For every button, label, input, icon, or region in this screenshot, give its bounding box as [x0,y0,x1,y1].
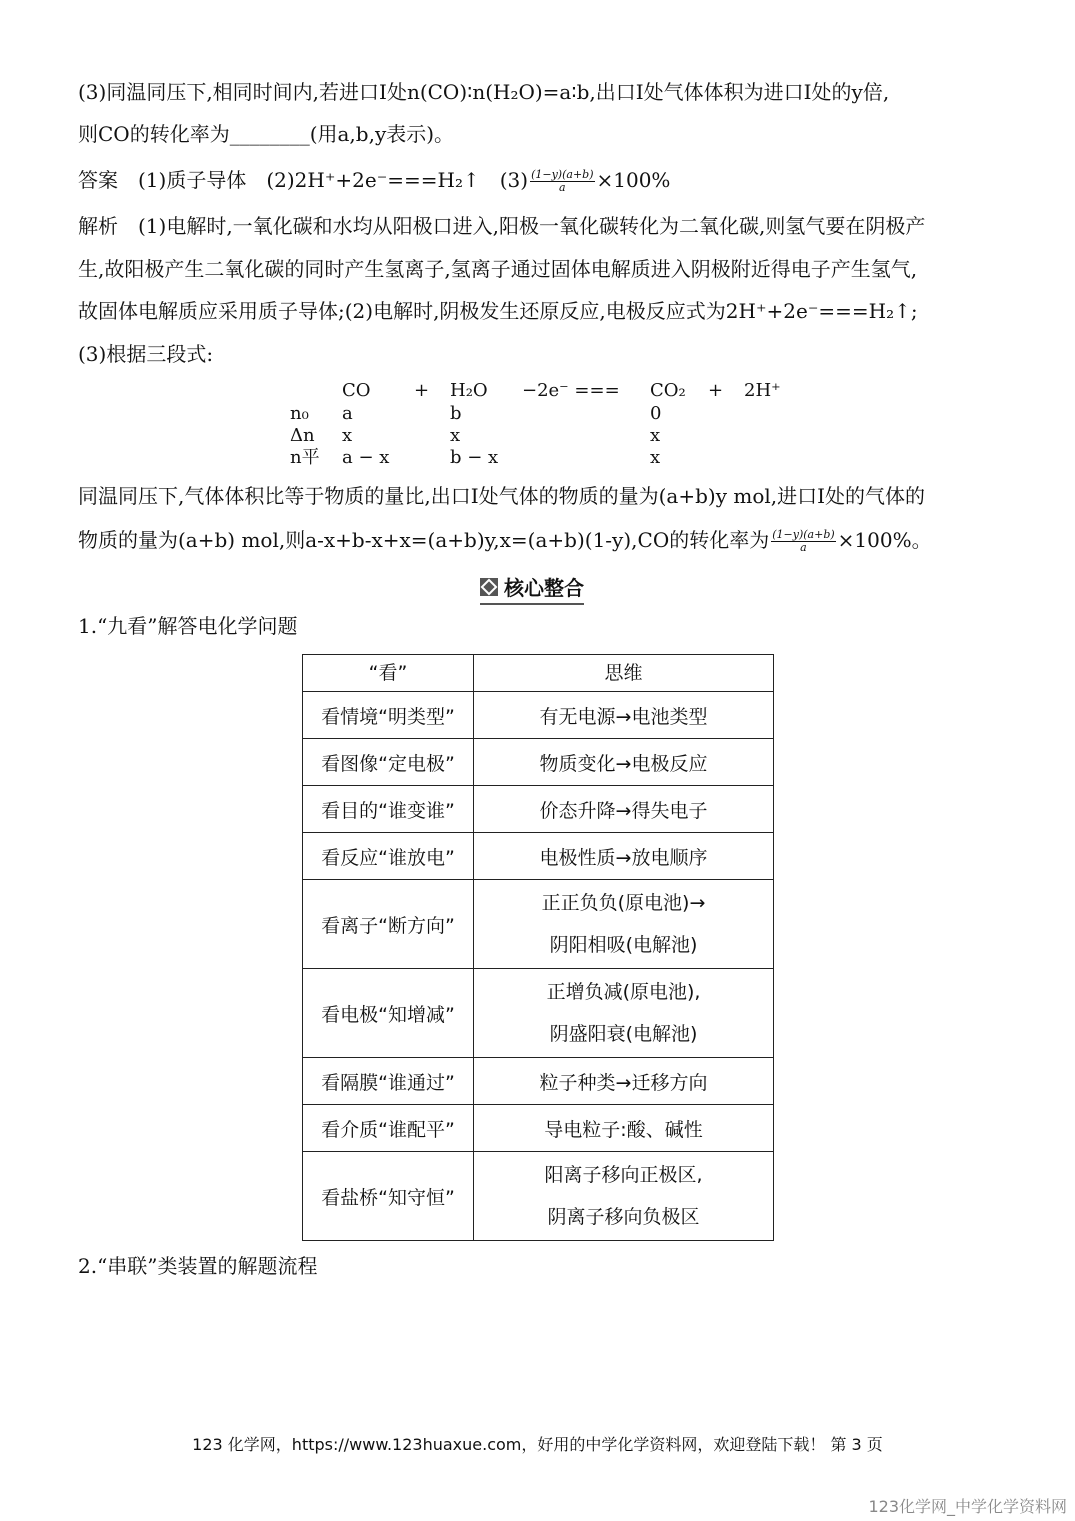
table-row [303,969,774,1058]
analysis-line2: 生,故阳极产生二氧化碳的同时产生氢离子,氢离子通过固体电解质进入阴极附近得电子产生氢气, [78,257,918,281]
table-row [303,1105,774,1152]
diamond-icon [480,578,498,596]
table-cell-think: 有无电源→电池类型 [474,692,774,739]
eq-co: CO [342,380,371,401]
table-cell-think: 物质变化→电极反应 [474,739,774,786]
table-cell-look: 看隔膜“谁通过” [303,1058,474,1105]
table-cell-think: 阳离子移向正极区, 阴离子移向负极区 [474,1152,774,1241]
table-row [303,1058,774,1105]
section-heading [480,572,584,605]
answer-line [78,166,670,194]
conclusion-fraction-numerator: (1−y)(a+b) [772,528,835,541]
table-row [303,833,774,880]
table-cell-look: 看离子“断方向” [303,880,474,969]
conclusion-fraction-denominator: a [800,541,807,554]
row-label-n0: n₀ [290,403,309,424]
eq-plus-2: + [708,380,724,401]
table-row [303,880,774,969]
row-delta-co: x [342,425,353,446]
table-cell-look: 看情境“明类型” [303,692,474,739]
nine-look-table [302,654,774,1241]
table-cell-think: 导电粒子:酸、碱性 [474,1105,774,1152]
conclusion-suffix: ×100%。 [837,528,932,552]
table-cell-look: 看盐桥“知守恒” [303,1152,474,1241]
table-header-look: “看” [303,655,474,692]
analysis-line4: (3)根据三段式: [78,342,214,366]
row-label-delta: Δn [290,425,315,446]
question-3-line1: (3)同温同压下,相同时间内,若进口Ⅰ处n(CO)∶n(H₂O)=a∶b,出口Ⅰ处气体体积为进口Ⅰ处的y倍, [78,80,890,104]
analysis-line3: 故固体电解质应采用质子导体;(2)电解时,阴极发生还原反应,电极反应式为2H⁺+2e⁻===H₂↑; [78,299,918,323]
row-nping-co2: x [650,447,661,468]
table-cell-look: 看电极“知增减” [303,969,474,1058]
eq-electrons: −2e⁻ === [522,380,620,401]
table-header-row [303,655,774,692]
table-row [303,1152,774,1241]
table-cell-think: 粒子种类→迁移方向 [474,1058,774,1105]
answer-fraction-denominator: a [559,181,566,194]
conclusion-prefix: 物质的量为(a+b) mol,则a-x+b-x+x=(a+b)y,x=(a+b)(1-y),CO的转化率为 [78,528,770,552]
table-cell-look: 看图像“定电极” [303,739,474,786]
row-n0-co2: 0 [650,403,662,424]
table-cell-think: 电极性质→放电顺序 [474,833,774,880]
row-nping-co: a − x [342,447,390,468]
row-nping-h2o: b − x [450,447,499,468]
row-label-nping: n平 [290,447,320,468]
answer-suffix: ×100% [596,168,671,192]
row-delta-co2: x [650,425,661,446]
page-footer: 123 化学网，https://www.123huaxue.com，好用的中学化学资料网，欢迎登陆下载！ 第 3 页 [192,1435,883,1454]
table-row [303,786,774,833]
row-n0-co: a [342,403,353,424]
table-cell-look: 看目的“谁变谁” [303,786,474,833]
eq-plus-1: + [414,380,430,401]
table-cell-look: 看反应“谁放电” [303,833,474,880]
row-n0-h2o: b [450,403,462,424]
eq-co2: CO₂ [650,380,686,401]
table-row [303,739,774,786]
section-title: 核心整合 [504,576,584,600]
answer-fraction-numerator: (1−y)(a+b) [531,168,594,181]
answer-prefix: 答案 (1)质子导体 (2)2H⁺+2e⁻===H₂↑ (3) [78,168,529,192]
eq-2h: 2H⁺ [744,380,781,401]
watermark: 123化学网_中学化学资料网 [868,1497,1067,1516]
table-cell-look: 看介质“谁配平” [303,1105,474,1152]
item-2-heading: 2.“串联”类装置的解题流程 [78,1254,318,1278]
answer-fraction [530,169,594,194]
conclusion-line2 [78,526,932,554]
table-cell-think: 正增负减(原电池), 阴盛阳衰(电解池) [474,969,774,1058]
table-row [303,692,774,739]
row-delta-h2o: x [450,425,461,446]
conclusion-fraction [771,529,835,554]
eq-h2o: H₂O [450,380,488,401]
table-header-think: 思维 [474,655,774,692]
analysis-line1: 解析 (1)电解时,一氧化碳和水均从阳极口进入,阳极一氧化碳转化为二氧化碳,则氢气要在阴极产 [78,214,926,238]
table-cell-think: 正正负负(原电池)→ 阴阳相吸(电解池) [474,880,774,969]
table-cell-think: 价态升降→得失电子 [474,786,774,833]
question-3-line2: 则CO的转化率为________(用a,b,y表示)。 [78,122,455,146]
conclusion-line1: 同温同压下,气体体积比等于物质的量比,出口Ⅰ处气体的物质的量为(a+b)y mol,进口Ⅰ处的气体的 [78,484,926,508]
item-1-heading: 1.“九看”解答电化学问题 [78,614,298,638]
